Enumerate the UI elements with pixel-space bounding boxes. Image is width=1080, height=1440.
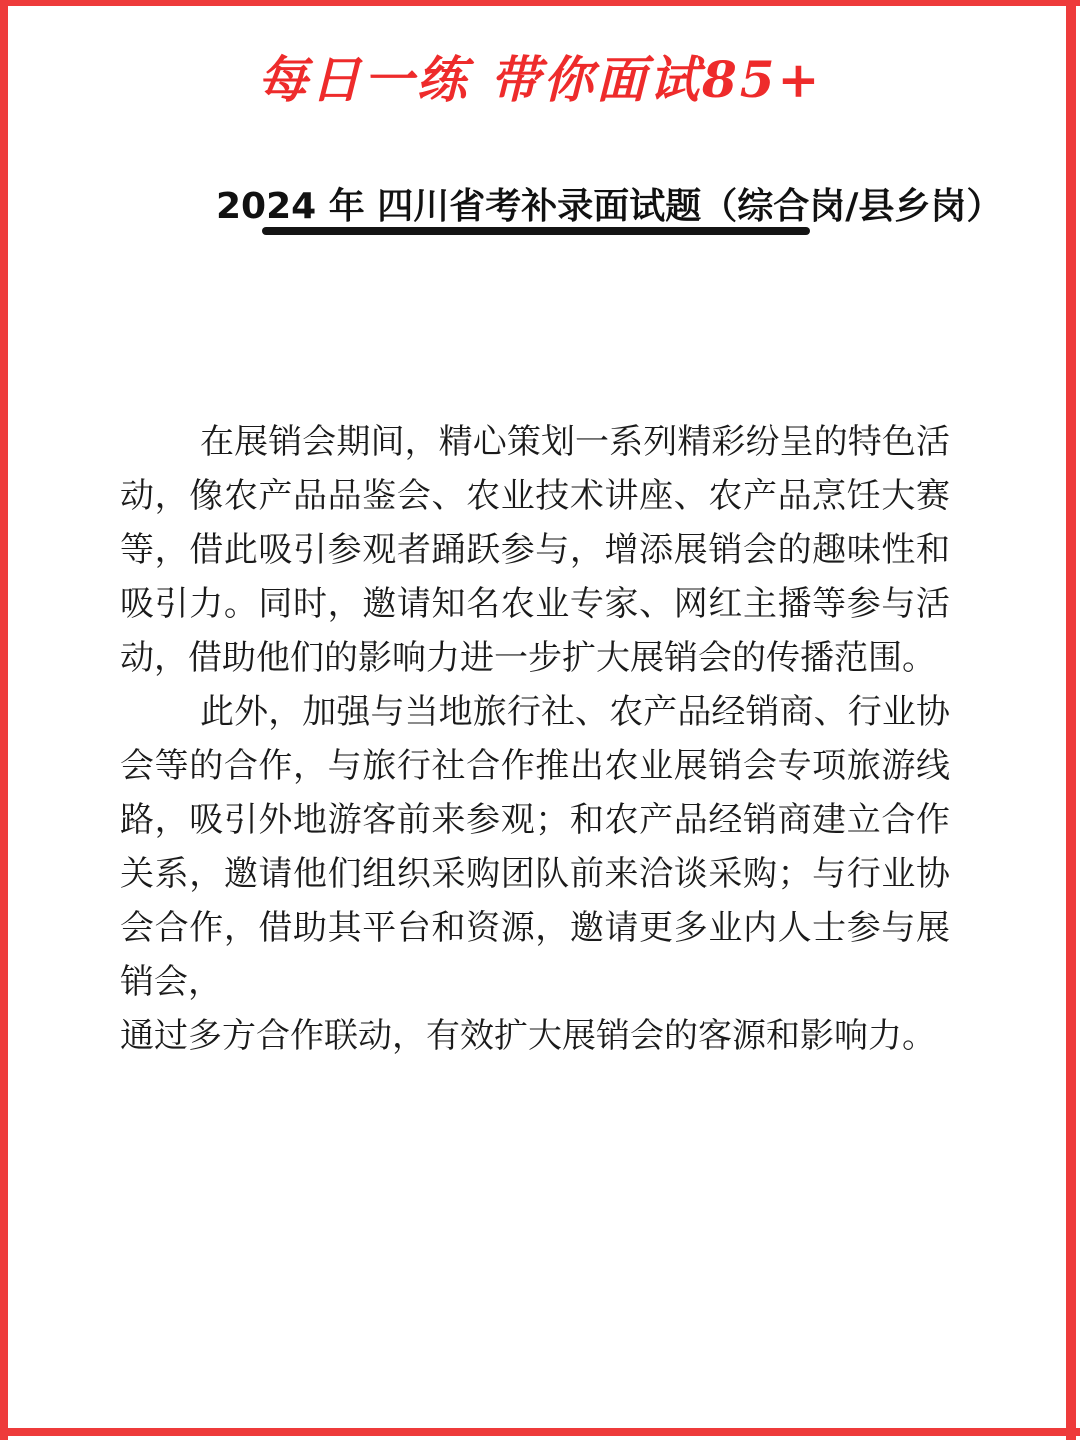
headline: 每日一练 带你面试85+ [257, 50, 823, 109]
red-frame-left [0, 0, 8, 1440]
subtitle: 2024 年 四川省考补录面试题（综合岗/县乡岗） [216, 186, 1003, 227]
red-frame-bottom [0, 1428, 1080, 1436]
red-frame-top [0, 0, 1080, 6]
paragraph-2: 此外，加强与当地旅行社、农产品经销商、行业协会等的合作，与旅行社合作推出农业展销会专项旅游线路，吸引外地游客前来参观；和农产品经销商建立合作关系，邀请他们组织采购团队前来洽谈采购；与行业协会合作，借助其平台和资源，邀请更多业内人士参与展销会， [120, 692, 950, 1002]
article-body [120, 415, 950, 1063]
subtitle-underline [262, 227, 810, 235]
paragraph-1: 在展销会期间，精心策划一系列精彩纷呈的特色活动，像农产品品鉴会、农业技术讲座、农产品烹饪大赛等，借此吸引参观者踊跃参与，增添展销会的趣味性和吸引力。同时，邀请知名农业专家、网红主播等参与活动，借助他们的影响力进一步扩大展销会的传播范围。 [120, 422, 950, 678]
paragraph-3: 通过多方合作联动，有效扩大展销会的客源和影响力。 [120, 1016, 936, 1056]
red-frame-right [1066, 0, 1076, 1440]
